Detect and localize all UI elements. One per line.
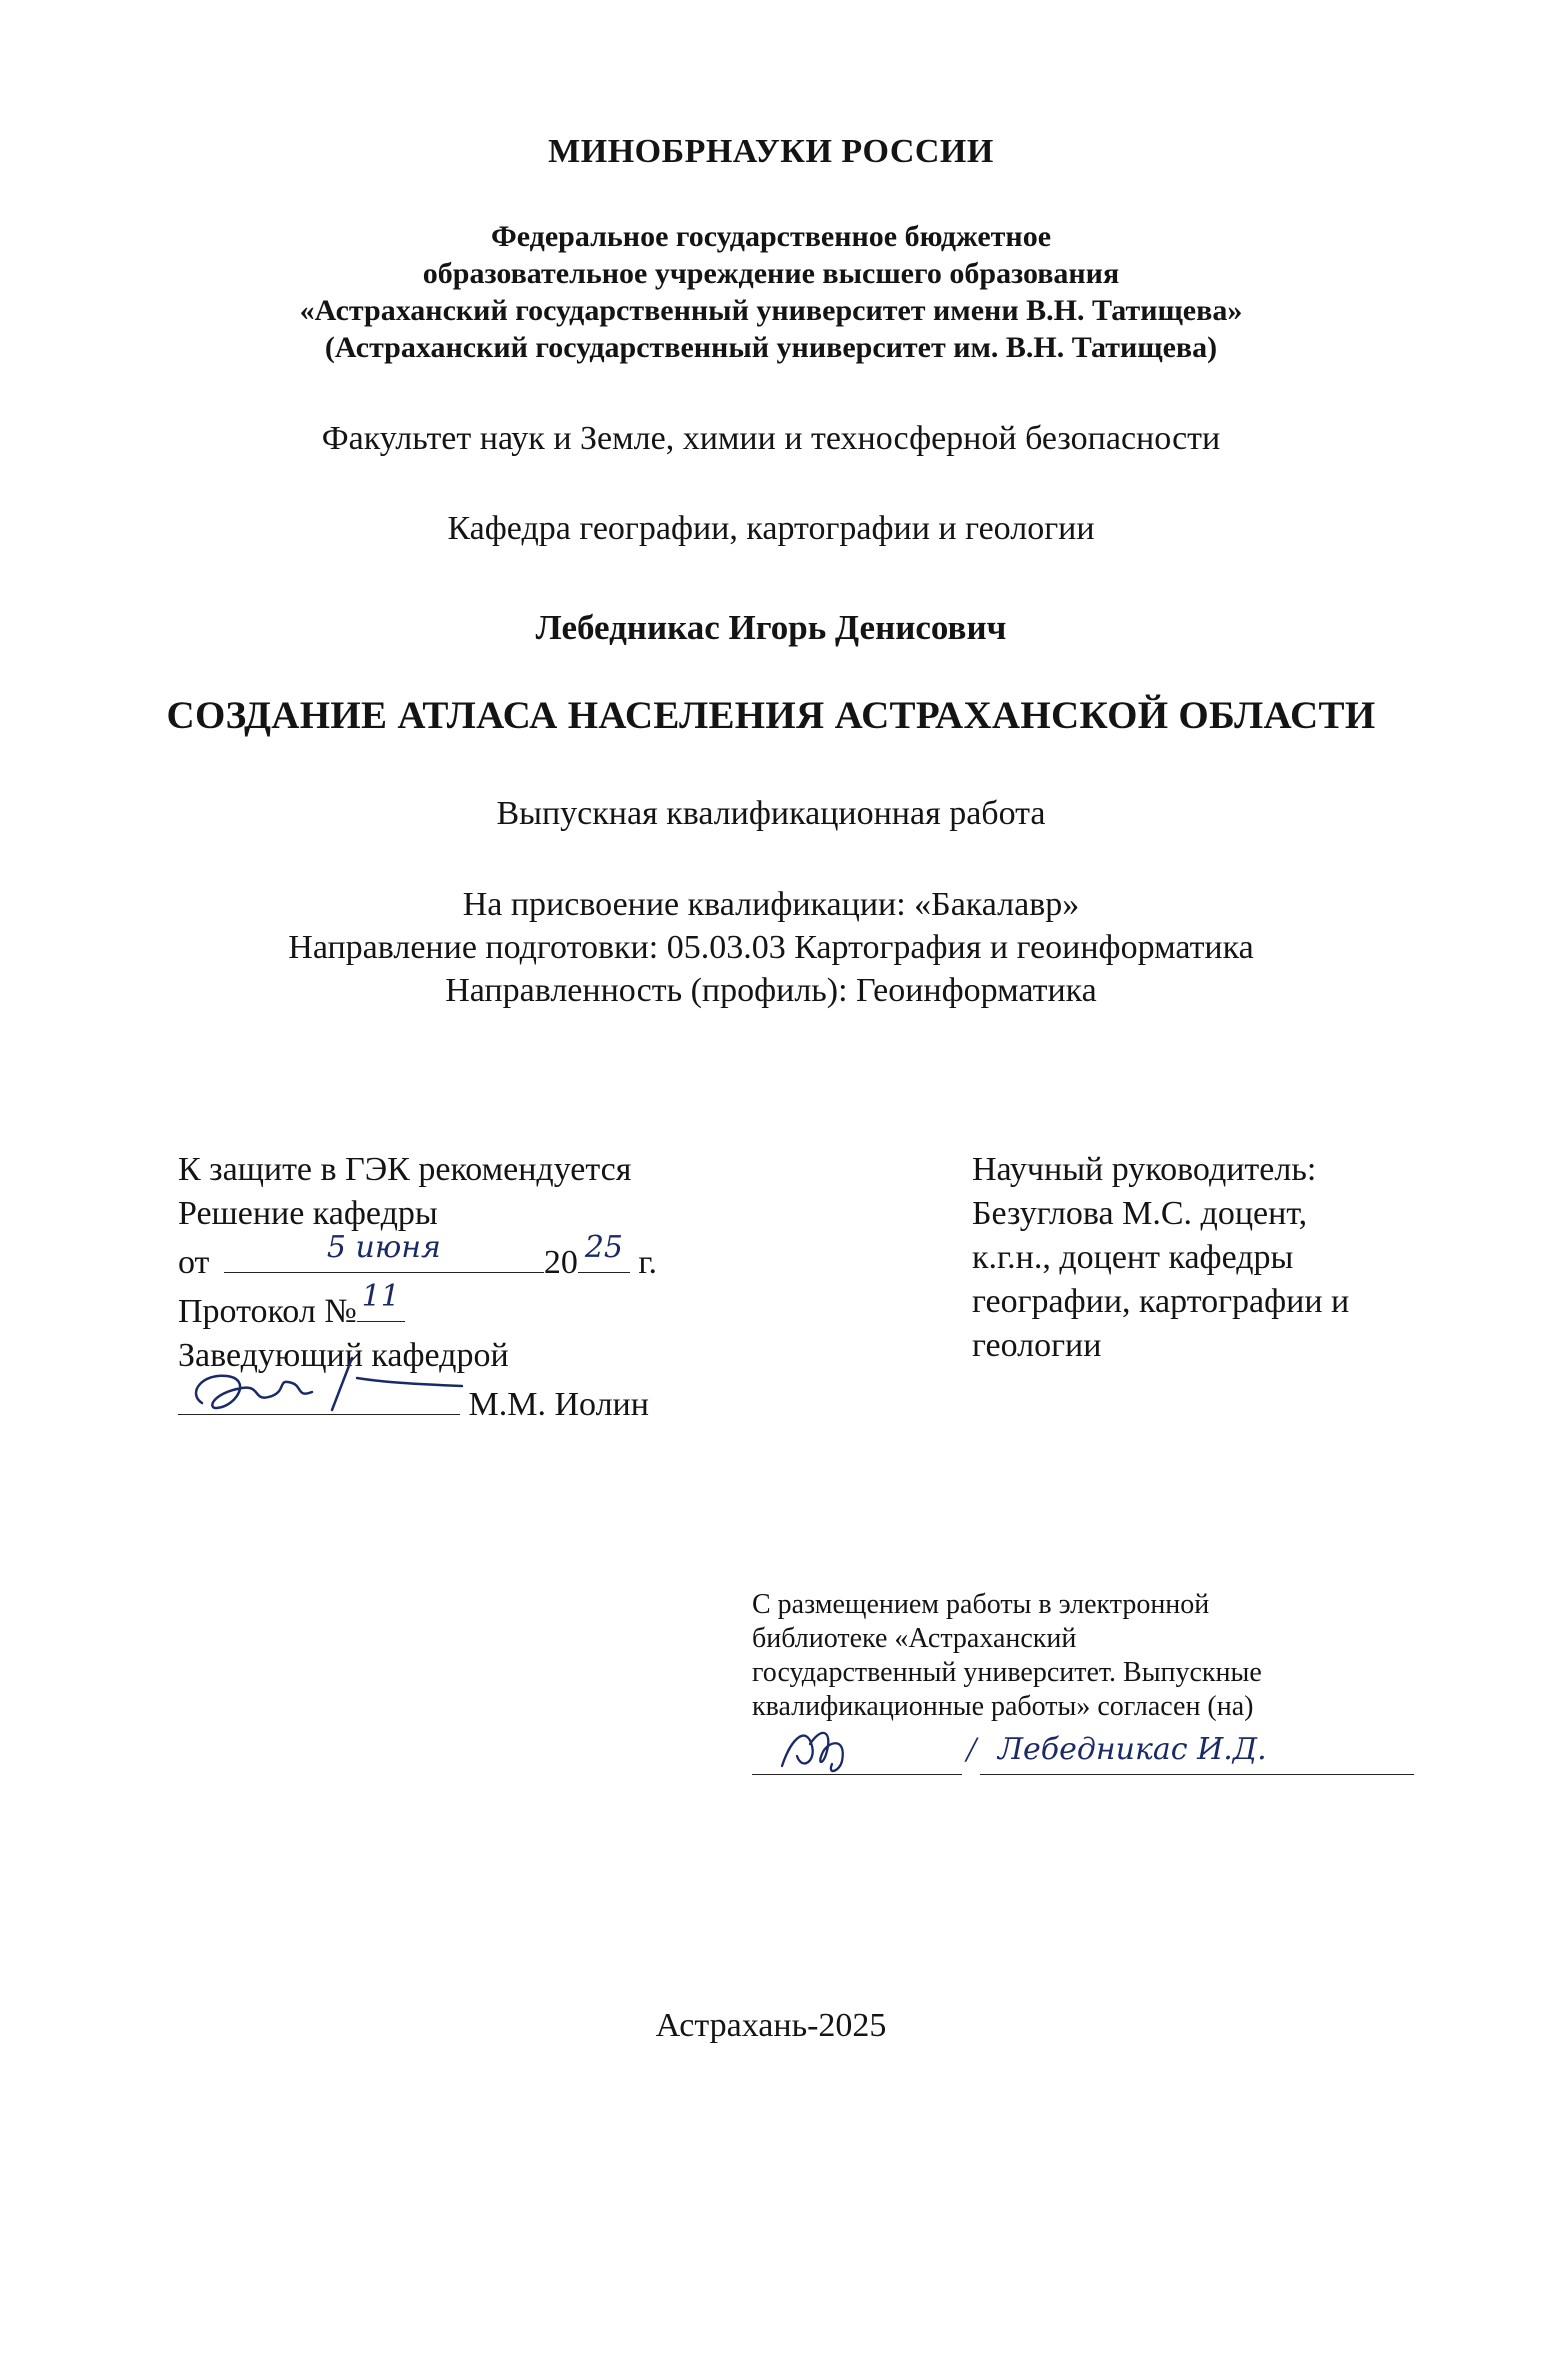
protocol-label: Протокол № <box>178 1293 357 1330</box>
department: Кафедра географии, картографии и геологии <box>447 510 1095 547</box>
ministry-heading: МИНОБРНАУКИ РОССИИ <box>548 133 994 170</box>
recommended-text: К защите в ГЭК рекомендуется <box>178 1151 632 1188</box>
city-year: Астрахань-2025 <box>655 2007 887 2044</box>
signature-separator: / <box>966 1729 977 1769</box>
handwritten-student-name: Лебедникас И.Д. <box>998 1732 1267 1767</box>
publication-consent <box>752 1588 1432 1724</box>
protocol-blank <box>357 1279 405 1322</box>
decision-date-row <box>178 1230 738 1285</box>
name-line <box>980 1774 1414 1775</box>
author-name: Лебедникас Игорь Денисович <box>535 608 1007 647</box>
head-name: М.М. Иолин <box>468 1386 649 1423</box>
study-profile: Направленность (профиль): Геоинформатика <box>445 972 1097 1009</box>
qualification-block <box>0 883 1542 1012</box>
work-type: Выпускная квалификационная работа <box>496 795 1046 832</box>
head-signature-icon <box>182 1348 472 1418</box>
handwritten-year: 25 <box>584 1230 624 1265</box>
faculty: Факультет наук и Земле, химии и техносферной безопасности <box>321 420 1221 457</box>
handwritten-date: 5 июня <box>326 1230 441 1265</box>
consent-signature-row <box>752 1722 1414 1786</box>
supervisor-line: Безуглова М.С. доцент, <box>972 1195 1308 1232</box>
org-line: «Астраханский государственный университет имени В.Н. Татищева» <box>299 294 1243 327</box>
head-label: Заведующий кафедрой <box>178 1337 509 1374</box>
head-signature-row <box>178 1378 738 1427</box>
org-line: образовательное учреждение высшего образования <box>422 257 1120 290</box>
supervisor-line: Научный руководитель: <box>972 1151 1317 1188</box>
org-line: (Астраханский государственный университет им. В.Н. Татищева) <box>324 331 1218 364</box>
supervisor-line: геологии <box>972 1327 1102 1364</box>
qualification: На присвоение квалификации: «Бакалавр» <box>462 886 1080 923</box>
head-signature-blank <box>178 1378 460 1415</box>
date-blank <box>224 1230 544 1273</box>
defense-recommendation <box>178 1148 738 1427</box>
consent-line: государственный университет. Выпускные <box>752 1657 1262 1688</box>
handwritten-protocol-number: 11 <box>361 1279 400 1314</box>
year-blank <box>578 1230 630 1273</box>
decision-text: Решение кафедры <box>178 1195 438 1232</box>
org-line: Федеральное государственное бюджетное <box>490 220 1052 253</box>
supervisor-block <box>972 1148 1422 1368</box>
supervisor-line: географии, картографии и <box>972 1283 1350 1320</box>
study-direction: Направление подготовки: 05.03.03 Картография и геоинформатика <box>288 929 1254 966</box>
thesis-title: СОЗДАНИЕ АТЛАСА НАСЕЛЕНИЯ АСТРАХАНСКОЙ ОБЛАСТИ <box>166 694 1376 737</box>
year-suffix: г. <box>638 1244 658 1281</box>
consent-line: библиотеке «Астраханский <box>752 1623 1077 1654</box>
student-signature-icon <box>772 1716 872 1780</box>
from-label: от <box>178 1244 210 1281</box>
consent-line: С размещением работы в электронной <box>752 1589 1210 1620</box>
supervisor-line: к.г.н., доцент кафедры <box>972 1239 1294 1276</box>
organization-name <box>0 218 1542 366</box>
year-prefix: 20 <box>543 1244 578 1281</box>
protocol-row <box>178 1279 738 1334</box>
consent-line: квалификационные работы» согласен (на) <box>752 1691 1254 1722</box>
